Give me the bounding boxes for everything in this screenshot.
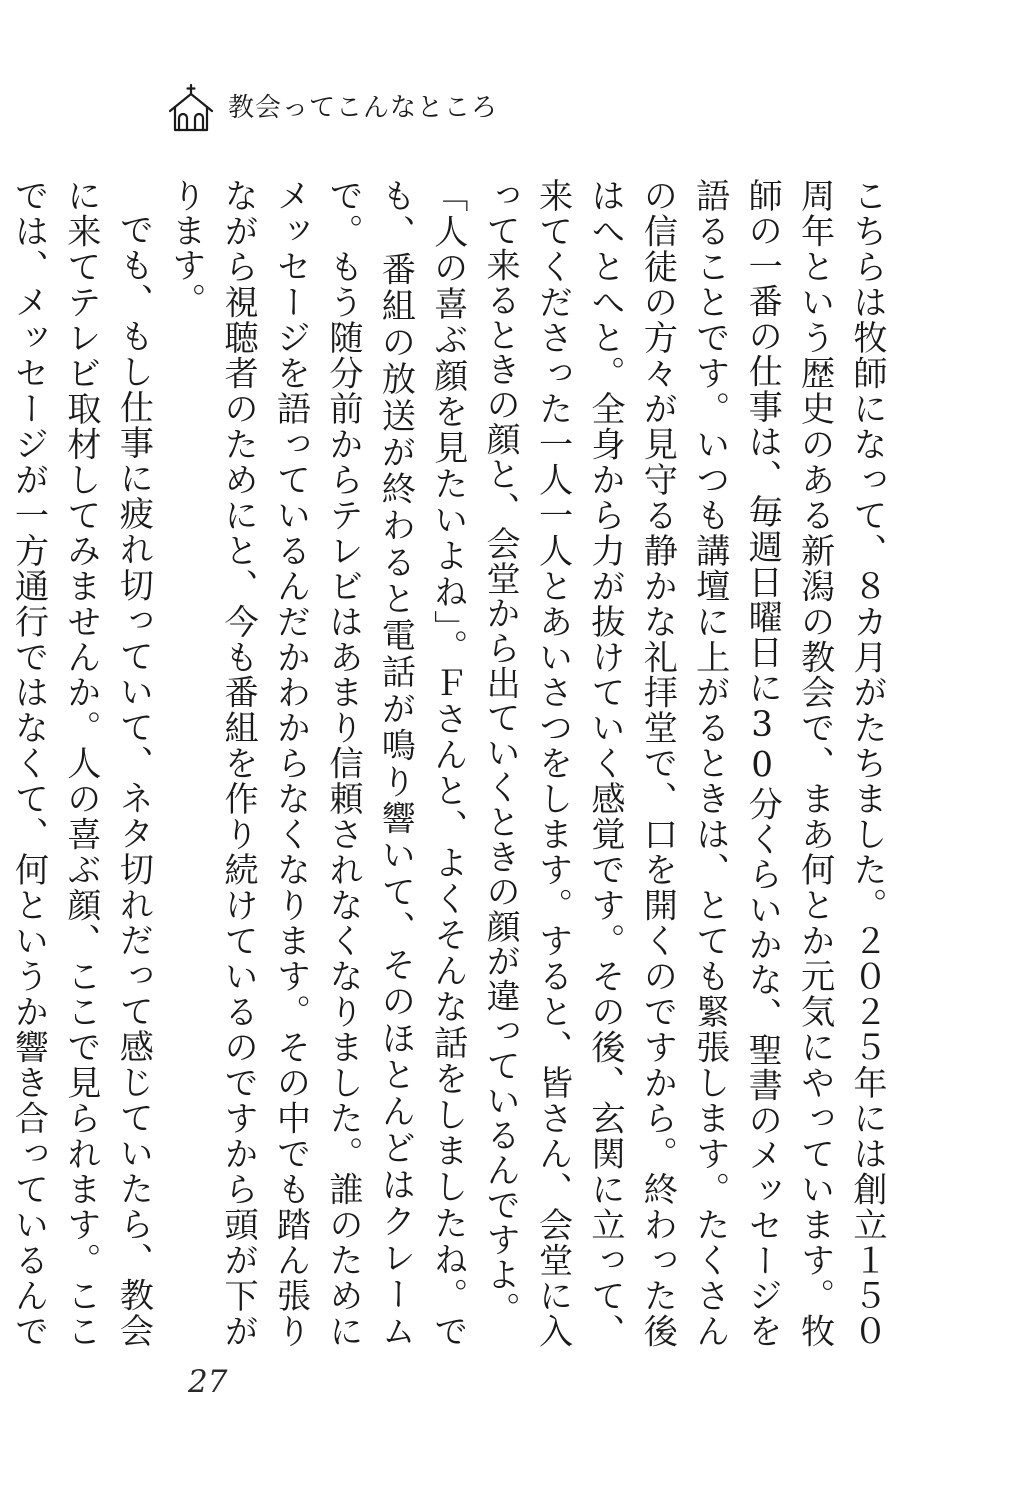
paragraph: でも、もし仕事に疲れ切っていて、ネタ切れだって感じていたら、教会に来てテレビ取材してみませんか。人の喜ぶ顔、ここで見られます。ここでは、メッセージが一方通行ではなくて、何というか響き合っているんで <box>8 178 154 1348</box>
church-icon <box>168 84 214 132</box>
header-title: 教会ってこんなところ <box>228 93 499 123</box>
paragraph: 「人の喜ぶ顔を見たいよね」。Ｆさんと、よくそんな話をしましたね。でも、番組の放送が終わると電話が鳴り響いて、そのほとんどはクレームで。もう随分前からテレビはあまり信頼されなくなりました。誰のためにメッセージを語っているんだかわからなくなります。その中でも踏ん張りながら視聴者のためにと、今も番組を作り続けているのですから頭が下がります。 <box>165 178 468 1348</box>
paragraph: こちらは牧師になって、８カ月がたちました。２０２５年には創立１５０周年という歴史のある新潟の教会で、まあ何とか元気にやっています。牧師の一番の仕事は、毎週日曜日に30分くらいかな、聖書のメッセージを語ることです。いつも講壇に上がるときは、とても緊張します。たくさんの信徒の方々が見守る静かな礼拝堂で、口を開くのですから。終わった後はへとへと。全身から力が抜けていく感覚です。その後、玄関に立って、来てくださった一人一人とあいさつをします。すると、皆さん、会堂に入って来るときの顔と、会堂から出ていくときの顔が違っているんですよ。 <box>480 178 887 1348</box>
running-header <box>168 84 498 132</box>
body-text <box>8 178 893 1348</box>
page-number: 27 <box>188 1364 228 1400</box>
